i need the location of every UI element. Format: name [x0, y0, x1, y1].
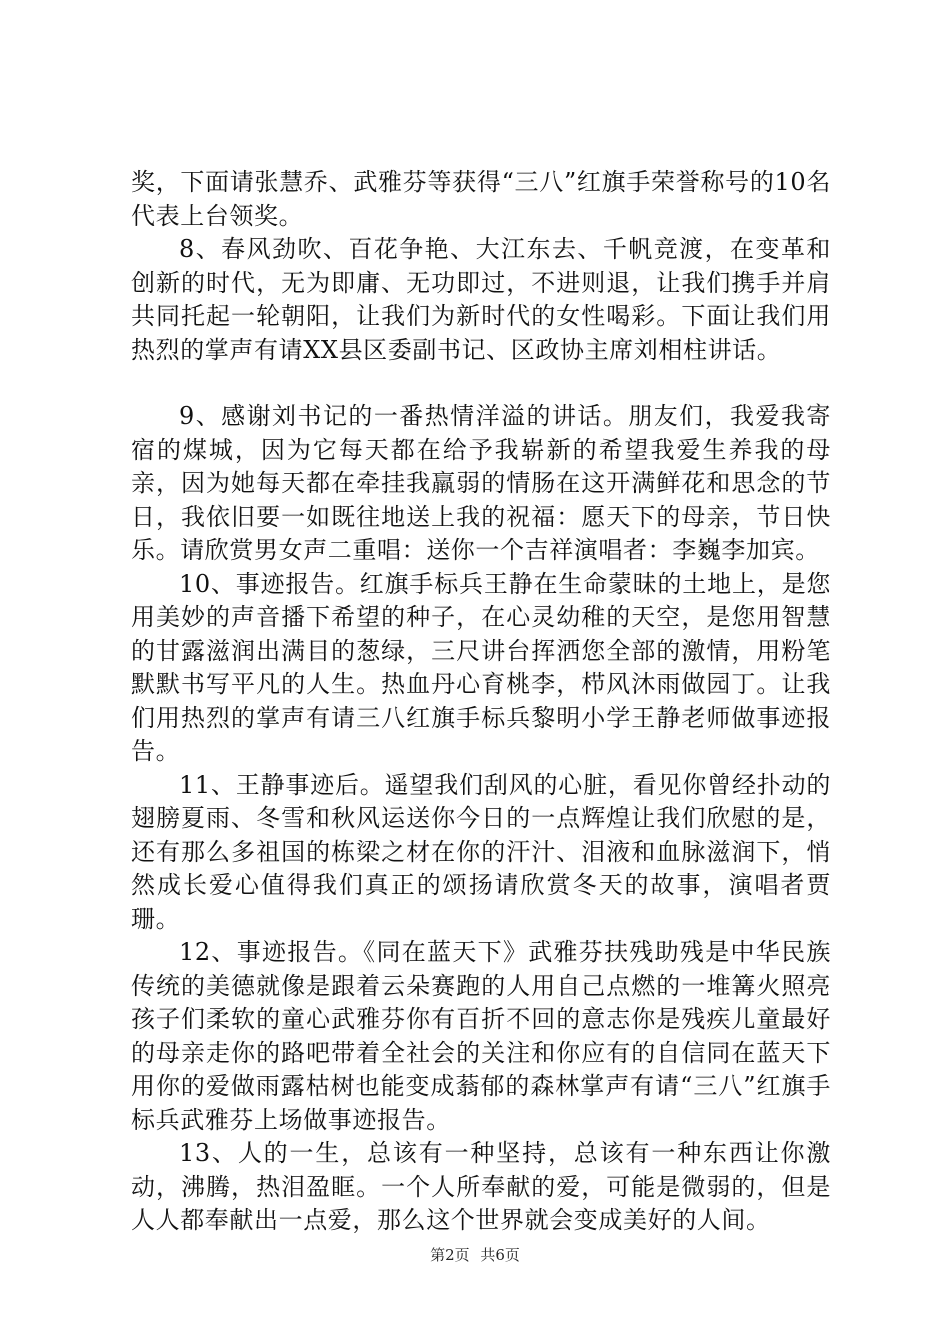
paragraph-item-11: 11、王静事迹后。遥望我们刮风的心脏，看见你曾经扑动的翅膀夏雨、冬雪和秋风运送你今日的一点辉煌让我们欣慰的是，还有那么多祖国的栋梁之材在你的汗汁、泪液和血脉滋润下，悄然成长爱心值得我们真正的颂扬请欣赏冬天的故事，演唱者贾珊。: [131, 770, 831, 933]
paragraph-continuation: 奖，下面请张慧乔、武雅芬等获得“三八”红旗手荣誉称号的10名代表上台领奖。: [131, 168, 831, 230]
paragraph-spacer: [131, 367, 831, 400]
document-body: [131, 166, 831, 1238]
paragraph-item-13: 13、人的一生，总该有一种坚持，总该有一种东西让你激动，沸腾，热泪盈眶。一个人所奉献的爱，可能是微弱的，但是人人都奉献出一点爱，那么这个世界就会变成美好的人间。: [131, 1139, 831, 1234]
page-footer: [0, 1244, 950, 1265]
page-total: 共6页: [480, 1246, 520, 1264]
page-number: 第2页: [430, 1246, 470, 1264]
paragraph-item-12: 12、事迹报告。《同在蓝天下》武雅芬扶残助残是中华民族传统的美德就像是跟着云朵赛跑的人用自己点燃的一堆篝火照亮孩子们柔软的童心武雅芬你有百折不回的意志你是残疾儿童最好的母亲走你的路吧带着全社会的关注和你应有的自信同在蓝天下用你的爱做雨露枯树也能变成蓊郁的森林掌声有请“三八”红旗手标兵武雅芬上场做事迹报告。: [131, 938, 831, 1134]
paragraph-item-10: 10、事迹报告。红旗手标兵王静在生命蒙昧的土地上，是您用美妙的声音播下希望的种子，在心灵幼稚的天空，是您用智慧的甘露滋润出满目的葱绿，三尺讲台挥洒您全部的激情，用粉笔默默书写平凡的人生。热血丹心育桃李，栉风沐雨做园丁。让我们用热烈的掌声有请三八红旗手标兵黎明小学王静老师做事迹报告。: [131, 569, 831, 765]
paragraph-item-9: 9、感谢刘书记的一番热情洋溢的讲话。朋友们，我爱我寄宿的煤城，因为它每天都在给予我崭新的希望我爱生养我的母亲，因为她每天都在牵挂我羸弱的情肠在这开满鲜花和思念的节日，我依旧要一如既往地送上我的祝福：愿天下的母亲，节日快乐。请欣赏男女声二重唱：送你一个吉祥演唱者：李巍李加宾。: [131, 402, 831, 564]
paragraph-item-8: 8、春风劲吹、百花争艳、大江东去、千帆竞渡，在变革和创新的时代，无为即庸、无功即过，不进则退，让我们携手并肩共同托起一轮朝阳，让我们为新时代的女性喝彩。下面让我们用热烈的掌声有请XX县区委副书记、区政协主席刘相柱讲话。: [131, 235, 831, 364]
